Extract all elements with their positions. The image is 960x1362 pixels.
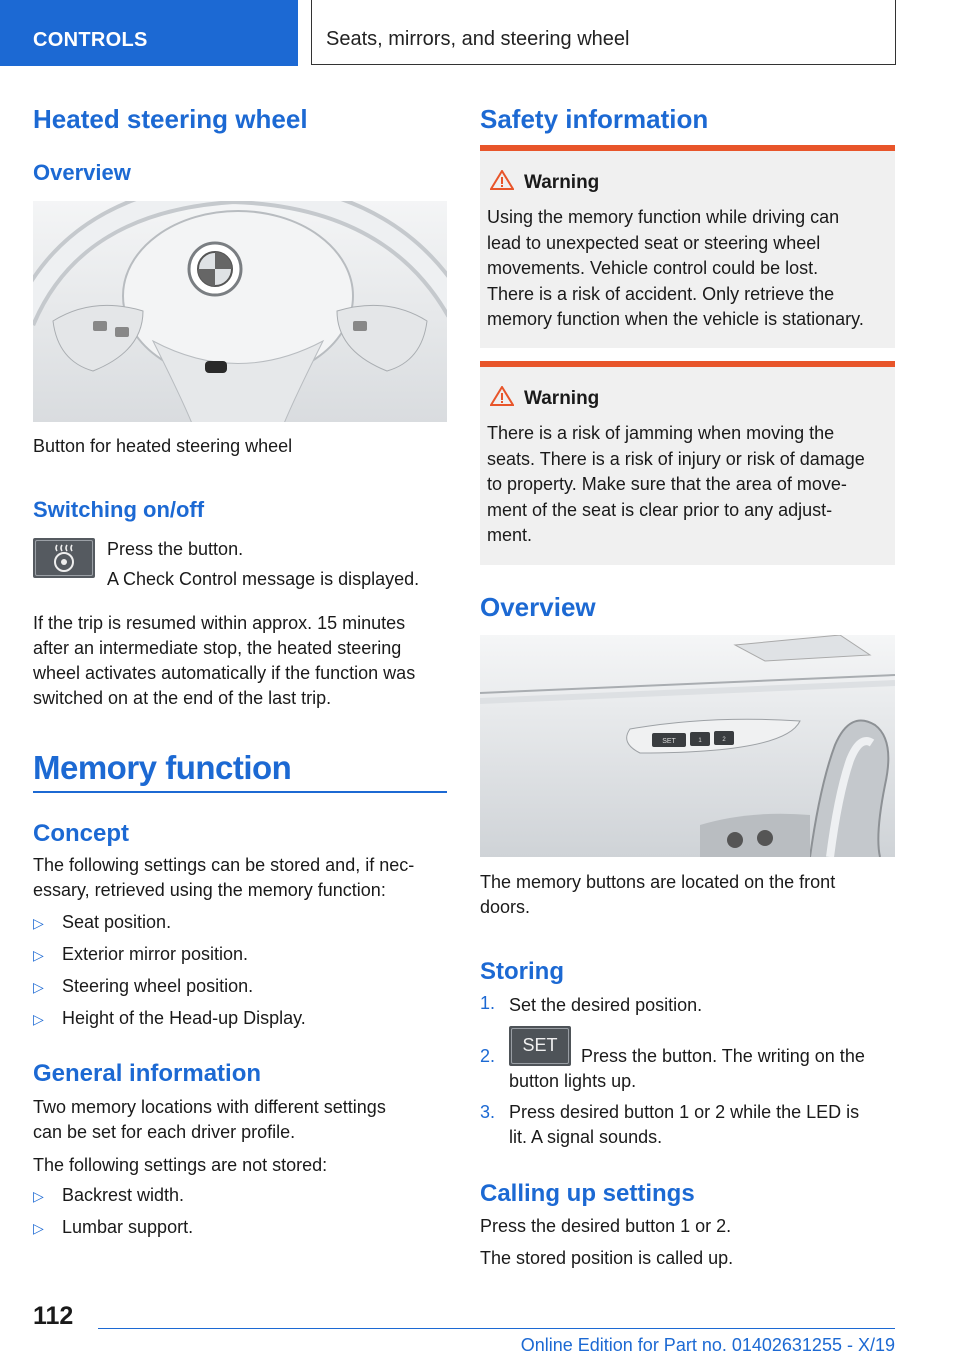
general-para-line: can be set for each driver profile. — [33, 1122, 296, 1142]
door-caption-line: doors. — [480, 897, 531, 917]
calling-up-title: Calling up settings — [480, 1180, 695, 1207]
warning-box — [480, 145, 895, 348]
warning-bar — [480, 361, 895, 367]
heated-steering-icon — [52, 543, 76, 573]
warning-bar — [480, 145, 895, 151]
not-stored-intro: The following settings are not stored: — [33, 1155, 328, 1175]
warning-box — [480, 361, 895, 565]
concept-para-line: essary, retrieved using the memory function: — [33, 880, 386, 900]
section-divider — [33, 791, 447, 793]
general-para-line: Two memory locations with different settings — [33, 1097, 386, 1117]
door-caption-line: The memory buttons are located on the front — [480, 872, 836, 892]
warning-body: There is a risk of jamming when moving the seats. There is a risk of injury or risk of damage to property. Make sure that the area of move‐ ment of the seat is clear prior to any adjust‐ ment. — [487, 423, 865, 545]
concept-para-line: The following settings can be stored and, if nec‐ — [33, 855, 415, 875]
warning-title: Warning — [524, 388, 600, 409]
calling-instruction: Press the desired button 1 or 2. — [480, 1216, 732, 1236]
section-tab[interactable] — [0, 0, 298, 66]
set-label: SET — [662, 738, 676, 745]
chapter-title: Seats, mirrors, and steering wheel — [326, 28, 630, 50]
warning-triangle-icon — [490, 386, 514, 406]
trip-para-line: after an intermediate stop, the heated steering — [33, 638, 402, 658]
heated-steering-title: Heated steering wheel — [33, 104, 308, 134]
warning-triangle-icon — [490, 170, 514, 190]
trip-para-line: switched on at the end of the last trip. — [33, 688, 332, 708]
concept-title: Concept — [33, 820, 129, 847]
image-caption: Button for heated steering wheel — [33, 436, 293, 456]
section-label: CONTROLS — [33, 29, 148, 51]
footer-divider — [98, 1328, 895, 1329]
set-button[interactable]: SET — [509, 1026, 571, 1066]
edition-footer[interactable]: Online Edition for Part no. 01402631255 - X/19 — [520, 1335, 895, 1355]
steering-wheel-image — [33, 201, 447, 422]
safety-info-title: Safety information — [480, 104, 709, 134]
memory-2-label: 2 — [722, 737, 726, 743]
page-number: 112 — [33, 1302, 74, 1330]
trip-para-line: If the trip is resumed within approx. 15 minutes — [33, 613, 406, 633]
warning-title: Warning — [524, 172, 600, 193]
overview-subtitle: Overview — [33, 160, 131, 185]
switching-title: Switching on/off — [33, 497, 205, 522]
heated-steering-button[interactable] — [33, 538, 95, 578]
memory-function-title: Memory function — [33, 749, 292, 786]
warning-body: Using the memory function while driving can lead to unexpected seat or steering wheel movements. Vehicle control could be lost. There is a risk of accident. Only retrieve the memory function when the vehicle is stationary. — [487, 207, 864, 329]
door-memory-buttons-image — [480, 635, 895, 857]
trip-para-line: wheel activates automatically if the function was — [33, 663, 416, 683]
storing-title: Storing — [480, 958, 564, 985]
general-info-title: General information — [33, 1060, 262, 1087]
overview-title: Overview — [480, 592, 596, 622]
calling-result: The stored position is called up. — [480, 1248, 734, 1268]
check-control-note: A Check Control message is displayed. — [107, 569, 420, 589]
switch-instruction: Press the button. — [107, 539, 244, 559]
memory-1-label: 1 — [698, 738, 702, 744]
chapter-header — [311, 0, 896, 65]
